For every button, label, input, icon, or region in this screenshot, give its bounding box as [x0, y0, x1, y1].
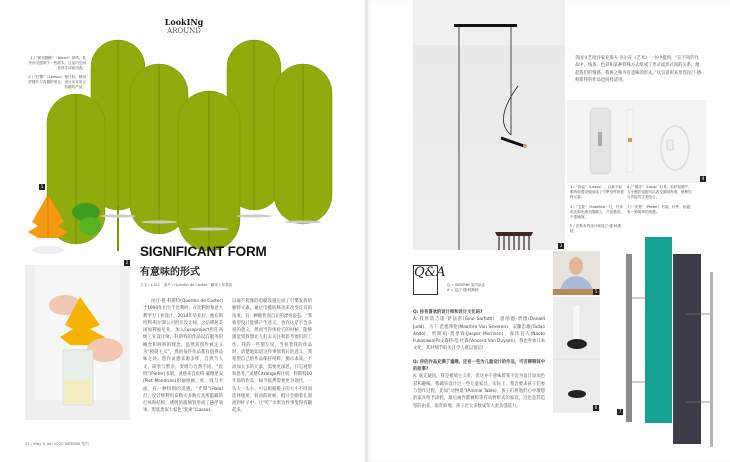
captions-left: [570, 185, 625, 235]
pieter-shelf-image: [606, 232, 730, 452]
left-captions: [28, 56, 86, 90]
captions-right: [627, 185, 695, 215]
image-badge-1: 1: [40, 184, 44, 189]
image-badge-6: 6: [594, 405, 598, 410]
juicers-image: [28, 192, 108, 264]
caption-6: 6 / “循环”（Loop）灯具，形状似圆产，大小圈折返配可以改变照明角度，便利性与功能性完美结合。: [627, 185, 692, 200]
juicer-photo: [25, 265, 130, 420]
image-badge-2: 2: [125, 260, 129, 265]
answer-1: A: 我欣赏吉诺·萨法蒂(Gino Sarfatti)、唐纳德·贾德(Donald Judd)、马丁·范塞弗伦(Maarten Van Severen)、安藤忠雄(Tadao Ando)、贾斯珀·莫里森(Jasper Morrison)、深泽直人(Naoto Fukasawa)和文森特·范·杜森(Vincent Van Duysen)，我也喜欢日本文化，其对细节的关注令人难以置信!: [413, 317, 545, 352]
answer-2: A: 毫无疑问，我是极简主义者，但这并不意味着我不会为设计添加色彩和趣味。我确实设计过一些儿童家具，实际上，我会要求孩子们参与创作过程，比如“动物桌”(Animal Table)，孩子们将他们心中理想的家具给予涂鸦，最后画作都被构等有动物形式的家具，这也是其造型的由来。很奇妙地，孩子比大多数成年人更具创造力。: [413, 374, 545, 409]
article-column-2: 以毫不犹豫的电缆设施完成了引擎发挥的独特元素。通过电缆的移动来改变灯具的角度，有一种随性而自在的漂亮姿态。“我希望设计能够产生意义，也许这是不会多说的意义，然而当你体验它的时候，能够感觉到我想让人们去关注和思考他们的工作。我的一些朋友说，当看着我的作品时，清楚地知道这件事情背后的意义。我希望自己的作品保持纯粹，揭示本质，不添加太多的元素，需要更深思，开启观察和思考。”灵感Citrange榨汁机，科斯特10年前的作品，如今依然需要更为现代，一头大一头小，可以根据橙子的大小不同而选择使用，转动的时候，橙汁会顺着孔洞流到杯子中。让“吃”水果这件事变得有趣起来。: [232, 299, 312, 414]
section-header: [156, 17, 212, 36]
product-photo: [567, 100, 707, 183]
caption-1: 1 / “树状隔断”（Alberi）屏风，其外形灵感源于一些树木，让室内空间显得生动而活泼。: [28, 56, 86, 71]
qa-body: [413, 309, 545, 410]
qa-logo: Q&A: [413, 265, 438, 295]
right-intro-text: 英国文艺批评家克莱夫·贝尔在《艺术》一书中提到，“在不同的作品中，线条、色彩和某种特殊方式组成了形式或形式间的关系，激起我们的情感，我将之称为有意味的形式。”这句话用来形容昆汀·德·科斯特的作品也同样适用。: [575, 56, 703, 83]
lamp-photo: [413, 0, 565, 250]
header-line1: LookINg: [164, 17, 204, 27]
image-badge-7: 7: [618, 409, 622, 414]
question-2: Q: 你的作品充满了童趣，还有一些为儿童设计的作品，可否聊聊其中的故事?: [413, 359, 545, 373]
image-badge-3: 3: [559, 243, 563, 248]
image-badge-4: 4: [701, 176, 705, 181]
qa-meta-q: Q = INTERNI 室内杂志: [447, 283, 486, 287]
qa-meta-a: A = 昆汀·德·科斯特: [447, 288, 479, 293]
caption-4: 4 / “卫星”（Satellite）灯，灯体和光源充满无限融入，产品感觉、不需掩饰。: [570, 204, 624, 220]
article-credits: 文字 / L.H.C 图片 / Quentin de Coster 翻译 / 吴易凯: [140, 283, 233, 287]
header-line2: AROUND: [167, 27, 201, 35]
caption-2: 2 / “柠檬”（Lemon）榨汁机，利用柠檬片与容器的形态，设计出实用又有趣的产品。: [28, 74, 86, 90]
question-1: Q: 你有喜欢的设计师和设计文化吗?: [413, 310, 483, 315]
qa-meta: [447, 283, 485, 293]
article-title: SIGNIFICANT FORM: [140, 244, 267, 259]
candle-photos: [553, 297, 600, 413]
page-footer: 31 / May & Jun 2020 INTERNI 室内: [25, 441, 89, 446]
article-subtitle: 有意味的形式: [140, 267, 200, 278]
caption-7: 7 / “皮特”（Pieter）书架，杆件、铝板、有一种简单的美感。: [627, 204, 694, 214]
caption-3: 3 / “套索”（Lasso），以最不起眼的电缆设施组成了引擎发挥的独特元素。: [570, 185, 624, 200]
article-column-1: 昆汀·德·科斯特(Quentin de Coster)于1990年出生于比利时，在比利时和意大利学习工业设计，2014年毕业后，他在斯坦利·科尔斯公司担任设计师，之后移居美国加利福尼亚，加入Fuseproject担任高级工业设计师。科斯特的作品设有服务的概念和鲜明的理念，虽然其创作被定义为“极简主义”，然而每件作品都有值得品味之处。创作灵感来源多样，自然与人文、简单与繁杂，奏唱与自然不同。“皮特”(Pieter)书架，灵感来自皮特·蒙德里安(Piet Mondrian)的抽象画，杆、线与平面，有一种特别的美感。“光晕”(Halo)灯，设计师利用泰勒大多数灯具所隐藏的灯体和结构，透明的玻璃管形成了悬浮效果。形状类似大棕色“套索”(Lasso)，: [143, 299, 223, 414]
image-badge-5: 5: [594, 289, 598, 294]
caption-5: 5 / 法斯肯的设计师昆汀·德·科斯特。: [570, 224, 622, 234]
